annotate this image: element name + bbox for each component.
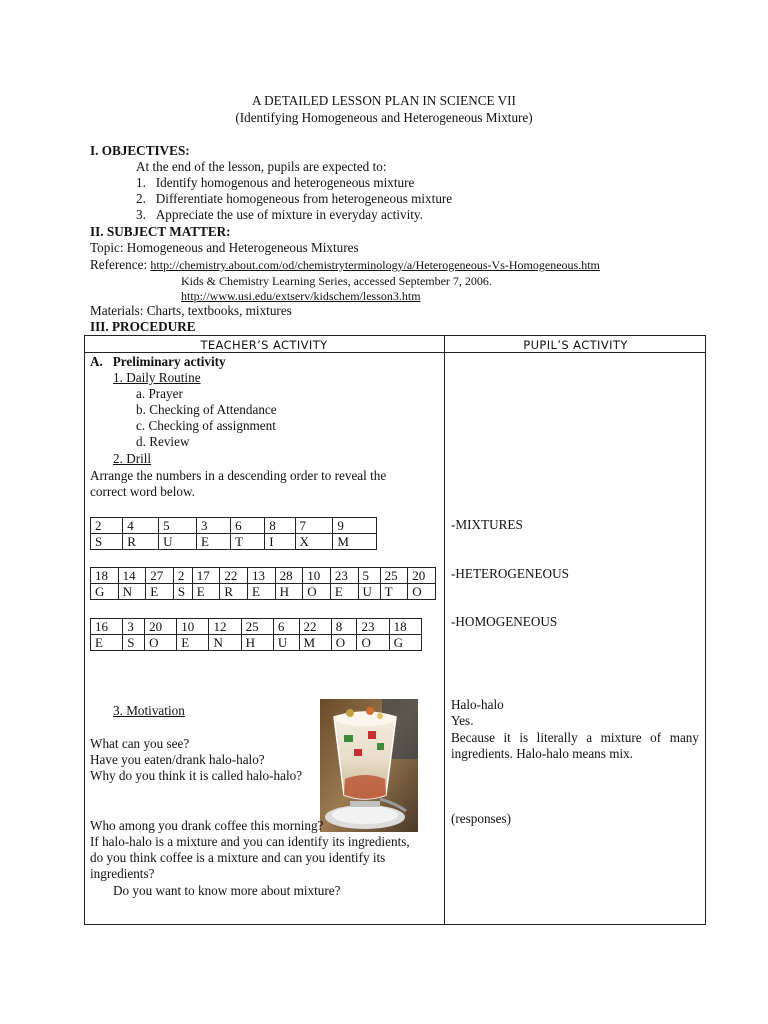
puzzle-number-cell: 16	[91, 619, 123, 635]
puzzle-letter-cell: N	[209, 635, 241, 651]
puzzle-letter-cell: E	[330, 584, 358, 600]
puzzle-number-cell: 28	[275, 568, 303, 584]
motivation-heading: 3. Motivation	[113, 703, 185, 718]
puzzle-number-cell: 3	[197, 518, 231, 534]
puzzle-letter-cell: O	[408, 584, 436, 600]
question: Why do you think it is called halo-halo?	[90, 768, 303, 783]
puzzle-number-cell: 18	[389, 619, 421, 635]
puzzle-letter-cell: U	[273, 635, 299, 651]
puzzle-grid-mixtures	[90, 517, 377, 550]
puzzle-letter-cell: E	[192, 584, 220, 600]
drill-instruction: Arrange the numbers in a descending order to reveal the	[90, 468, 387, 483]
puzzle-row-letters	[91, 584, 436, 600]
puzzle-letter-cell: O	[145, 635, 177, 651]
puzzle-letter-cell: I	[265, 534, 295, 550]
answer-mixtures: -MIXTURES	[451, 517, 523, 532]
answer-heterogeneous: -HETEROGENEOUS	[451, 566, 569, 581]
reference-line	[90, 257, 600, 273]
question: Have you eaten/drank halo-halo?	[90, 752, 265, 767]
puzzle-letter-cell: N	[118, 584, 146, 600]
puzzle-letter-cell: O	[303, 584, 331, 600]
puzzle-number-cell: 20	[408, 568, 436, 584]
puzzle-number-cell: 20	[145, 619, 177, 635]
puzzle-letter-cell: R	[220, 584, 248, 600]
teacher-activity-header: TEACHER’S ACTIVITY	[200, 338, 328, 352]
puzzle-number-cell: 5	[159, 518, 197, 534]
puzzle-number-cell: 25	[241, 619, 273, 635]
puzzle-number-cell: 17	[192, 568, 220, 584]
puzzle-number-cell: 23	[330, 568, 358, 584]
objective-item: 3. Appreciate the use of mixture in everyday activity.	[136, 207, 423, 222]
puzzle-number-cell: 13	[247, 568, 275, 584]
pupil-answer: ingredients. Halo-halo means mix.	[451, 746, 634, 761]
coffee-question: Who among you drank coffee this morning?	[90, 818, 324, 833]
puzzle-grid-heterogeneous	[90, 567, 436, 600]
puzzle-letter-cell: T	[380, 584, 408, 600]
reference-label: Reference:	[90, 257, 151, 272]
routine-item: c. Checking of assignment	[136, 418, 276, 433]
puzzle-letter-cell: G	[91, 584, 119, 600]
puzzle-number-cell: 6	[231, 518, 265, 534]
puzzle-row-letters	[91, 534, 377, 550]
puzzle-number-cell: 10	[177, 619, 209, 635]
puzzle-letter-cell: E	[247, 584, 275, 600]
pupil-activity-header: PUPIL’S ACTIVITY	[523, 338, 628, 352]
puzzle-number-cell: 3	[123, 619, 145, 635]
halo-halo-photo	[320, 699, 418, 832]
page-subtitle: (Identifying Homogeneous and Heterogeneous Mixture)	[235, 110, 533, 125]
coffee-question: Do you want to know more about mixture?	[113, 883, 341, 898]
puzzle-letter-cell: U	[358, 584, 380, 600]
coffee-question: ingredients?	[90, 866, 155, 881]
puzzle-letter-cell: E	[91, 635, 123, 651]
pupil-responses: (responses)	[451, 811, 512, 826]
puzzle-letter-cell: S	[123, 635, 145, 651]
puzzle-letter-cell: M	[333, 534, 377, 550]
pupil-answer: Because it is literally a mixture of many	[451, 730, 699, 745]
puzzle-number-cell: 8	[331, 619, 357, 635]
puzzle-letter-cell: S	[173, 584, 192, 600]
puzzle-letter-cell: M	[299, 635, 331, 651]
puzzle-letter-cell: H	[275, 584, 303, 600]
puzzle-letter-cell: O	[357, 635, 389, 651]
puzzle-number-cell: 8	[265, 518, 295, 534]
puzzle-row-letters	[91, 635, 422, 651]
pupil-answer: Yes.	[451, 713, 474, 728]
puzzle-letter-cell: E	[197, 534, 231, 550]
puzzle-number-cell: 2	[173, 568, 192, 584]
puzzle-letter-cell: G	[389, 635, 421, 651]
puzzle-letter-cell: E	[177, 635, 209, 651]
puzzle-row-numbers	[91, 619, 422, 635]
puzzle-letter-cell: H	[241, 635, 273, 651]
puzzle-number-cell: 27	[146, 568, 174, 584]
puzzle-row-numbers	[91, 518, 377, 534]
puzzle-letter-cell: T	[231, 534, 265, 550]
coffee-question: do you think coffee is a mixture and can you identify its	[90, 850, 386, 865]
puzzle-letter-cell: S	[91, 534, 123, 550]
topic-line: Topic: Homogeneous and Heterogeneous Mixtures	[90, 240, 359, 255]
puzzle-number-cell: 5	[358, 568, 380, 584]
procedure-heading: III. PROCEDURE	[90, 319, 196, 334]
puzzle-row-numbers	[91, 568, 436, 584]
routine-item: a. Prayer	[136, 386, 183, 401]
puzzle-number-cell: 6	[273, 619, 299, 635]
page-title: A DETAILED LESSON PLAN IN SCIENCE VII	[252, 93, 516, 108]
question: What can you see?	[90, 736, 190, 751]
puzzle-number-cell: 23	[357, 619, 389, 635]
puzzle-number-cell: 22	[299, 619, 331, 635]
puzzle-letter-cell: X	[295, 534, 333, 550]
puzzle-number-cell: 25	[380, 568, 408, 584]
routine-item: b. Checking of Attendance	[136, 402, 277, 417]
puzzle-number-cell: 2	[91, 518, 123, 534]
puzzle-grid-homogeneous	[90, 618, 422, 651]
column-divider	[444, 335, 445, 925]
objective-item: 1. Identify homogenous and heterogeneous mixture	[136, 175, 415, 190]
coffee-question: If halo-halo is a mixture and you can identify its ingredients,	[90, 834, 410, 849]
puzzle-letter-cell: O	[331, 635, 357, 651]
puzzle-letter-cell: E	[146, 584, 174, 600]
puzzle-letter-cell: U	[159, 534, 197, 550]
puzzle-letter-cell: R	[123, 534, 159, 550]
objectives-heading: I. OBJECTIVES:	[90, 143, 190, 158]
pupil-answer: Halo-halo	[451, 697, 504, 712]
puzzle-number-cell: 22	[220, 568, 248, 584]
objective-item: 2. Differentiate homogeneous from heterogeneous mixture	[136, 191, 453, 206]
reference-note: Kids & Chemistry Learning Series, accessed September 7, 2006.	[181, 274, 492, 288]
puzzle-number-cell: 12	[209, 619, 241, 635]
materials-line: Materials: Charts, textbooks, mixtures	[90, 303, 292, 318]
objectives-intro: At the end of the lesson, pupils are expected to:	[136, 159, 387, 174]
preliminary-activity: A. Preliminary activity	[90, 354, 226, 369]
puzzle-number-cell: 18	[91, 568, 119, 584]
reference-link-2[interactable]: http://www.usi.edu/extserv/kidschem/lesson3.htm	[181, 289, 421, 303]
routine-item: d. Review	[136, 434, 190, 449]
puzzle-number-cell: 10	[303, 568, 331, 584]
drill-heading: 2. Drill	[113, 451, 152, 466]
drill-instruction: correct word below.	[90, 484, 195, 499]
subject-matter-heading: II. SUBJECT MATTER:	[90, 224, 231, 239]
reference-link-1[interactable]: http://chemistry.about.com/od/chemistryterminology/a/Heterogeneous-Vs-Homogeneous.htm	[150, 258, 600, 272]
answer-homogeneous: -HOMOGENEOUS	[451, 614, 558, 629]
puzzle-number-cell: 7	[295, 518, 333, 534]
puzzle-number-cell: 14	[118, 568, 146, 584]
daily-routine: 1. Daily Routine	[113, 370, 201, 385]
puzzle-number-cell: 9	[333, 518, 377, 534]
puzzle-number-cell: 4	[123, 518, 159, 534]
